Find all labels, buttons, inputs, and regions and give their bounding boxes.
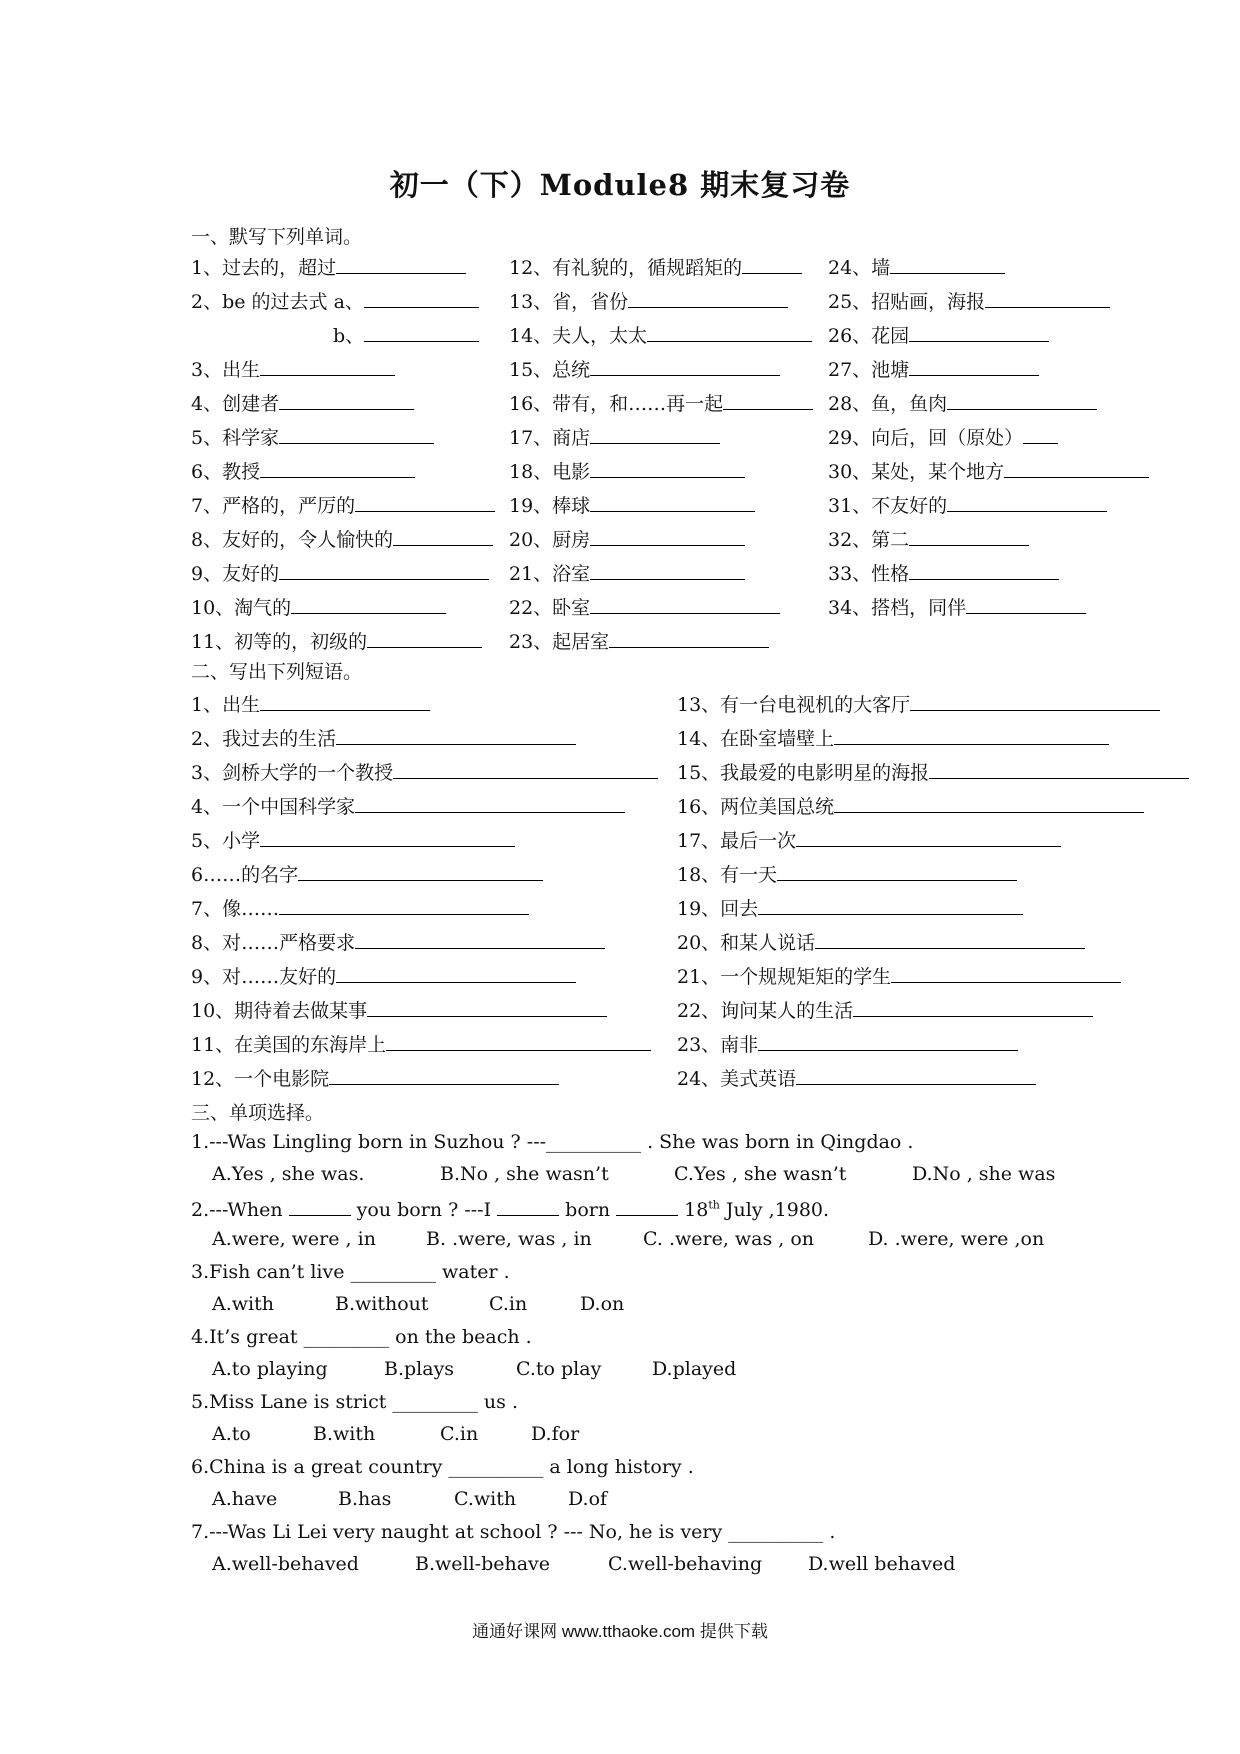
answer-blank[interactable] (947, 492, 1107, 512)
answer-option[interactable]: D.of (568, 1488, 608, 1510)
answer-blank[interactable] (355, 929, 605, 949)
item-label: 7、严格的，严厉的 (191, 495, 356, 517)
word-item (828, 526, 1029, 552)
answer-blank[interactable] (590, 458, 745, 478)
phrase-item (677, 725, 1109, 751)
answer-blank[interactable] (367, 997, 607, 1017)
answer-blank[interactable] (336, 725, 576, 745)
word-item (509, 356, 780, 382)
answer-blank[interactable] (279, 424, 434, 444)
answer-blank[interactable] (590, 424, 720, 444)
answer-option[interactable]: D.for (531, 1423, 580, 1445)
item-label: 19、回去 (677, 898, 759, 920)
phrase-item (191, 827, 515, 853)
item-label: 21、浴室 (509, 563, 591, 585)
answer-option[interactable]: A.Yes , she was. (212, 1163, 365, 1185)
word-item (828, 254, 1005, 280)
section1-heading: 一、默写下列单词。 (191, 226, 363, 248)
item-label: 30、某处，某个地方 (828, 461, 1005, 483)
word-item (333, 322, 479, 348)
item-label: 3、出生 (191, 359, 261, 381)
answer-option[interactable]: A.well-behaved (212, 1553, 359, 1575)
answer-option[interactable]: B.with (313, 1423, 376, 1445)
question-stem: 4.It’s great _________ on the beach . (191, 1326, 532, 1348)
phrase-item (191, 1031, 651, 1057)
answer-option[interactable]: B. .were, was , in (426, 1228, 592, 1250)
answer-blank[interactable] (364, 322, 479, 342)
answer-option[interactable]: C.to play (516, 1358, 602, 1380)
word-item (509, 594, 780, 620)
item-label: 4、一个中国科学家 (191, 796, 356, 818)
answer-blank[interactable] (647, 322, 812, 342)
item-label: 13、有一台电视机的大客厅 (677, 694, 911, 716)
answer-blank[interactable] (590, 560, 745, 580)
answer-blank[interactable] (590, 356, 780, 376)
item-label: 2、我过去的生活 (191, 728, 337, 750)
question-stem: 3.Fish can’t live _________ water . (191, 1261, 510, 1283)
answer-blank[interactable] (723, 390, 813, 410)
section3-heading: 三、单项选择。 (191, 1102, 325, 1124)
answer-option[interactable]: C.with (454, 1488, 517, 1510)
word-item (191, 492, 495, 518)
phrase-item (677, 1031, 1018, 1057)
phrase-item (677, 1065, 1036, 1091)
item-label: 31、不友好的 (828, 495, 948, 517)
answer-blank[interactable] (590, 526, 745, 546)
item-label: 5、小学 (191, 830, 261, 852)
phrase-item (677, 997, 1093, 1023)
item-label: 12、一个电影院 (191, 1068, 330, 1090)
answer-blank[interactable] (758, 895, 1023, 915)
question-stem: 6.China is a great country __________ a long history . (191, 1456, 694, 1478)
item-label: 16、带有，和……再一起 (509, 393, 724, 415)
word-item (191, 594, 446, 620)
item-label: 26、花园 (828, 325, 910, 347)
item-label: 15、我最爱的电影明星的海报 (677, 762, 930, 784)
answer-blank[interactable] (616, 1196, 678, 1216)
item-label: 27、池塘 (828, 359, 910, 381)
word-item (828, 390, 1097, 416)
answer-blank[interactable] (796, 1065, 1036, 1085)
answer-blank[interactable] (298, 861, 543, 881)
item-label: 6、教授 (191, 461, 261, 483)
item-label: 14、在卧室墙壁上 (677, 728, 835, 750)
answer-option[interactable]: A.with (212, 1293, 274, 1315)
answer-blank[interactable] (909, 356, 1039, 376)
phrase-item (191, 861, 543, 887)
answer-blank[interactable] (367, 628, 482, 648)
answer-option[interactable]: B.well-behave (415, 1553, 551, 1575)
answer-option[interactable]: B.has (338, 1488, 392, 1510)
word-item (828, 492, 1107, 518)
answer-blank[interactable] (260, 356, 395, 376)
word-item (191, 356, 395, 382)
answer-blank[interactable] (1004, 458, 1149, 478)
answer-blank[interactable] (985, 288, 1110, 308)
word-item (509, 492, 755, 518)
phrase-item (677, 691, 1160, 717)
item-label: 12、有礼貌的，循规蹈矩的 (509, 257, 743, 279)
word-item (828, 458, 1149, 484)
item-label: 8、对……严格要求 (191, 932, 356, 954)
phrase-item (677, 895, 1023, 921)
item-label: 21、一个规规矩矩的学生 (677, 966, 892, 988)
question-stem: 5.Miss Lane is strict _________ us . (191, 1391, 518, 1413)
item-label: 18、有一天 (677, 864, 778, 886)
answer-blank[interactable] (777, 861, 1017, 881)
item-label: 4、创建者 (191, 393, 280, 415)
answer-option[interactable]: C. .were, was , on (643, 1228, 815, 1250)
answer-blank[interactable] (853, 997, 1093, 1017)
answer-blank[interactable] (590, 492, 755, 512)
answer-blank[interactable] (947, 390, 1097, 410)
answer-blank[interactable] (279, 895, 529, 915)
item-label: 33、性格 (828, 563, 910, 585)
answer-blank[interactable] (386, 1031, 651, 1051)
item-label: 3、剑桥大学的一个教授 (191, 762, 394, 784)
item-label: 25、招贴画，海报 (828, 291, 986, 313)
item-label: 8、友好的，令人愉快的 (191, 529, 394, 551)
answer-blank[interactable] (834, 793, 1144, 813)
answer-blank[interactable] (336, 963, 576, 983)
word-item (191, 560, 489, 586)
word-item (828, 560, 1059, 586)
answer-option[interactable]: C.in (489, 1293, 528, 1315)
item-label: 14、夫人，太太 (509, 325, 648, 347)
answer-option[interactable]: B.No , she wasn’t (440, 1163, 609, 1185)
answer-blank[interactable] (355, 492, 495, 512)
item-label: 24、美式英语 (677, 1068, 797, 1090)
phrase-item (677, 793, 1144, 819)
answer-option[interactable]: A.were, were , in (212, 1228, 376, 1250)
answer-blank[interactable] (590, 594, 780, 614)
answer-option[interactable]: D.played (652, 1358, 737, 1380)
phrase-item (191, 963, 576, 989)
item-label: 6……的名字 (191, 864, 299, 886)
item-label: 22、卧室 (509, 597, 591, 619)
word-item (191, 526, 493, 552)
phrase-item (191, 759, 658, 785)
item-label: 1、过去的，超过 (191, 257, 337, 279)
answer-blank[interactable] (329, 1065, 559, 1085)
item-label: b、 (333, 325, 365, 347)
item-label: 18、电影 (509, 461, 591, 483)
answer-blank[interactable] (260, 691, 430, 711)
word-item (828, 594, 1086, 620)
phrase-item (191, 929, 605, 955)
footer: 通通好课网 www.tthaoke.com 提供下载 (472, 1622, 768, 1641)
answer-blank[interactable] (742, 254, 802, 274)
phrase-item (677, 963, 1121, 989)
word-item (509, 322, 812, 348)
answer-blank[interactable] (891, 963, 1121, 983)
answer-option[interactable]: C.in (440, 1423, 479, 1445)
phrase-item (191, 691, 430, 717)
phrase-item (191, 725, 576, 751)
word-item (191, 288, 479, 314)
word-item (828, 322, 1049, 348)
answer-blank[interactable] (909, 322, 1049, 342)
answer-blank[interactable] (909, 560, 1059, 580)
phrase-item (191, 895, 529, 921)
answer-blank[interactable] (1023, 424, 1058, 444)
page-title: 初一（下）Module8 期末复习卷 (389, 168, 851, 202)
answer-blank[interactable] (279, 560, 489, 580)
answer-blank[interactable] (364, 288, 479, 308)
answer-blank[interactable] (628, 288, 788, 308)
word-item (509, 458, 745, 484)
word-item (828, 288, 1110, 314)
item-label: 9、友好的 (191, 563, 280, 585)
answer-option[interactable]: A.to (212, 1423, 251, 1445)
item-label: 17、商店 (509, 427, 591, 449)
answer-blank[interactable] (910, 691, 1160, 711)
item-label: 28、鱼，鱼肉 (828, 393, 948, 415)
question-stem: 7.---Was Li Lei very naught at school ? --- No, he is very __________ . (191, 1521, 836, 1543)
answer-blank[interactable] (355, 793, 625, 813)
word-item (509, 424, 720, 450)
answer-option[interactable]: A.to playing (212, 1358, 328, 1380)
item-label: 20、和某人说话 (677, 932, 816, 954)
word-item (191, 424, 434, 450)
word-item (509, 628, 769, 654)
word-item (828, 356, 1039, 382)
phrase-item (191, 793, 625, 819)
item-label: 15、总统 (509, 359, 591, 381)
item-label: 16、两位美国总统 (677, 796, 835, 818)
word-item (191, 628, 482, 654)
answer-option[interactable]: B.without (335, 1293, 429, 1315)
answer-blank[interactable] (966, 594, 1086, 614)
item-label: 23、起居室 (509, 631, 610, 653)
answer-blank[interactable] (393, 526, 493, 546)
phrase-item (677, 929, 1085, 955)
answer-option[interactable]: D.well behaved (808, 1553, 956, 1575)
item-label: 29、向后，回（原处） (828, 427, 1024, 449)
phrase-item (677, 759, 1189, 785)
answer-option[interactable]: D.No , she was (912, 1163, 1056, 1185)
answer-option[interactable]: C.Yes , she wasn’t (674, 1163, 847, 1185)
answer-blank[interactable] (279, 390, 414, 410)
word-item (509, 390, 813, 416)
item-label: 22、询问某人的生活 (677, 1000, 854, 1022)
answer-blank[interactable] (815, 929, 1085, 949)
question-stem: 2.---When you born ? ---I born 18th July ,1980. (191, 1196, 829, 1221)
answer-blank[interactable] (929, 759, 1189, 779)
item-label: 11、初等的，初级的 (191, 631, 368, 653)
item-label: 10、期待着去做某事 (191, 1000, 368, 1022)
phrase-item (677, 827, 1061, 853)
item-label: 7、像…… (191, 898, 280, 920)
item-label: 13、省，省份 (509, 291, 629, 313)
word-item (509, 560, 745, 586)
item-label: 10、淘气的 (191, 597, 292, 619)
answer-blank[interactable] (796, 827, 1061, 847)
question-stem: 1.---Was Lingling born in Suzhou ? ---__________ . She was born in Qingdao . (191, 1131, 914, 1153)
item-label: 11、在美国的东海岸上 (191, 1034, 387, 1056)
word-item (509, 526, 745, 552)
word-item (191, 390, 414, 416)
item-label: 1、出生 (191, 694, 261, 716)
answer-option[interactable]: A.have (212, 1488, 278, 1510)
answer-option[interactable]: C.well-behaving (608, 1553, 763, 1575)
item-label: 20、厨房 (509, 529, 591, 551)
item-label: 34、搭档，同伴 (828, 597, 967, 619)
answer-blank[interactable] (609, 628, 769, 648)
answer-blank[interactable] (890, 254, 1005, 274)
answer-blank[interactable] (834, 725, 1109, 745)
item-label: 5、科学家 (191, 427, 280, 449)
answer-option[interactable]: D. .were, were ,on (868, 1228, 1045, 1250)
answer-blank[interactable] (336, 254, 466, 274)
answer-blank[interactable] (291, 594, 446, 614)
word-item (191, 458, 415, 484)
answer-blank[interactable] (758, 1031, 1018, 1051)
item-label: 32、第二 (828, 529, 910, 551)
answer-option[interactable]: D.on (580, 1293, 625, 1315)
word-item (509, 288, 788, 314)
word-item (828, 424, 1058, 450)
phrase-item (677, 861, 1017, 887)
item-label: 2、be 的过去式 a、 (191, 291, 364, 313)
word-item (509, 254, 802, 280)
answer-option[interactable]: B.plays (384, 1358, 455, 1380)
answer-blank[interactable] (260, 827, 515, 847)
item-label: 23、南非 (677, 1034, 759, 1056)
word-item (191, 254, 466, 280)
answer-blank[interactable] (393, 759, 658, 779)
phrase-item (191, 1065, 559, 1091)
answer-blank[interactable] (909, 526, 1029, 546)
phrase-item (191, 997, 607, 1023)
item-label: 17、最后一次 (677, 830, 797, 852)
answer-blank[interactable] (289, 1196, 351, 1216)
item-label: 19、棒球 (509, 495, 591, 517)
section2-heading: 二、写出下列短语。 (191, 661, 363, 683)
answer-blank[interactable] (497, 1196, 559, 1216)
item-label: 24、墙 (828, 257, 891, 279)
item-label: 9、对……友好的 (191, 966, 337, 988)
answer-blank[interactable] (260, 458, 415, 478)
